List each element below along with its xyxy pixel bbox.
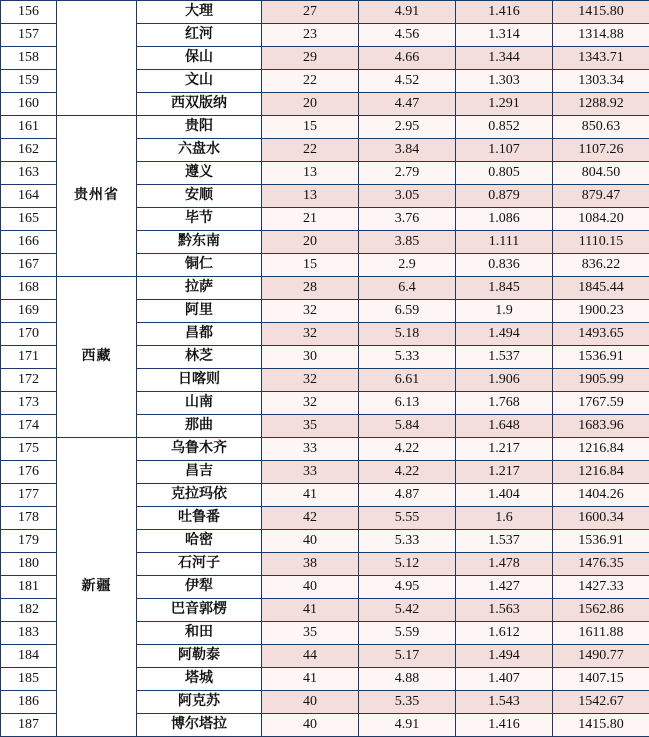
city-cell: 毕节 xyxy=(137,208,262,231)
value-cell-v2: 5.12 xyxy=(359,553,456,576)
value-cell-v1: 28 xyxy=(262,277,359,300)
city-cell: 哈密 xyxy=(137,530,262,553)
value-cell-v2: 6.59 xyxy=(359,300,456,323)
value-cell-v1: 21 xyxy=(262,208,359,231)
value-cell-v3: 1.494 xyxy=(456,323,553,346)
value-cell-v2: 2.9 xyxy=(359,254,456,277)
value-cell-v3: 1.404 xyxy=(456,484,553,507)
province-cell xyxy=(57,438,137,737)
row-index: 156 xyxy=(1,1,57,24)
value-cell-v3: 1.537 xyxy=(456,530,553,553)
city-cell: 塔城 xyxy=(137,668,262,691)
row-index: 175 xyxy=(1,438,57,461)
value-cell-v4: 1404.26 xyxy=(553,484,649,507)
value-cell-v1: 22 xyxy=(262,139,359,162)
row-index: 158 xyxy=(1,47,57,70)
value-cell-v3: 1.217 xyxy=(456,461,553,484)
value-cell-v4: 1415.80 xyxy=(553,1,649,24)
value-cell-v2: 5.42 xyxy=(359,599,456,622)
value-cell-v3: 1.217 xyxy=(456,438,553,461)
value-cell-v2: 6.4 xyxy=(359,277,456,300)
value-cell-v2: 4.88 xyxy=(359,668,456,691)
value-cell-v2: 5.17 xyxy=(359,645,456,668)
value-cell-v2: 4.91 xyxy=(359,714,456,737)
value-cell-v1: 32 xyxy=(262,392,359,415)
city-cell: 阿勒泰 xyxy=(137,645,262,668)
value-cell-v3: 1.9 xyxy=(456,300,553,323)
value-cell-v4: 1216.84 xyxy=(553,461,649,484)
value-cell-v1: 41 xyxy=(262,668,359,691)
value-cell-v3: 1.416 xyxy=(456,714,553,737)
value-cell-v4: 1110.15 xyxy=(553,231,649,254)
city-cell: 林芝 xyxy=(137,346,262,369)
value-cell-v3: 1.478 xyxy=(456,553,553,576)
value-cell-v4: 1536.91 xyxy=(553,346,649,369)
row-index: 178 xyxy=(1,507,57,530)
value-cell-v4: 1343.71 xyxy=(553,47,649,70)
value-cell-v4: 1562.86 xyxy=(553,599,649,622)
value-cell-v3: 0.836 xyxy=(456,254,553,277)
value-cell-v2: 4.87 xyxy=(359,484,456,507)
value-cell-v3: 1.648 xyxy=(456,415,553,438)
value-cell-v1: 35 xyxy=(262,622,359,645)
value-cell-v1: 15 xyxy=(262,116,359,139)
row-index: 163 xyxy=(1,162,57,185)
value-cell-v1: 23 xyxy=(262,24,359,47)
table-row xyxy=(1,1,649,24)
city-cell: 黔东南 xyxy=(137,231,262,254)
value-cell-v3: 1.111 xyxy=(456,231,553,254)
value-cell-v2: 5.33 xyxy=(359,530,456,553)
value-cell-v1: 33 xyxy=(262,461,359,484)
value-cell-v2: 4.52 xyxy=(359,70,456,93)
value-cell-v3: 1.314 xyxy=(456,24,553,47)
value-cell-v4: 804.50 xyxy=(553,162,649,185)
value-cell-v4: 1415.80 xyxy=(553,714,649,737)
value-cell-v2: 6.13 xyxy=(359,392,456,415)
city-cell: 铜仁 xyxy=(137,254,262,277)
row-index: 187 xyxy=(1,714,57,737)
province-cell xyxy=(57,277,137,438)
row-index: 168 xyxy=(1,277,57,300)
value-cell-v3: 1.107 xyxy=(456,139,553,162)
value-cell-v4: 1611.88 xyxy=(553,622,649,645)
table-row xyxy=(1,277,649,300)
value-cell-v3: 1.427 xyxy=(456,576,553,599)
value-cell-v3: 1.537 xyxy=(456,346,553,369)
city-cell: 伊犁 xyxy=(137,576,262,599)
row-index: 157 xyxy=(1,24,57,47)
row-index: 162 xyxy=(1,139,57,162)
value-cell-v1: 22 xyxy=(262,70,359,93)
row-index: 186 xyxy=(1,691,57,714)
value-cell-v3: 1.291 xyxy=(456,93,553,116)
value-cell-v4: 1900.23 xyxy=(553,300,649,323)
value-cell-v3: 1.563 xyxy=(456,599,553,622)
city-cell: 西双版纳 xyxy=(137,93,262,116)
value-cell-v4: 1905.99 xyxy=(553,369,649,392)
value-cell-v4: 1216.84 xyxy=(553,438,649,461)
value-cell-v3: 0.852 xyxy=(456,116,553,139)
value-cell-v3: 1.612 xyxy=(456,622,553,645)
city-cell: 阿里 xyxy=(137,300,262,323)
value-cell-v1: 27 xyxy=(262,1,359,24)
value-cell-v1: 33 xyxy=(262,438,359,461)
value-cell-v4: 1683.96 xyxy=(553,415,649,438)
city-cell: 吐鲁番 xyxy=(137,507,262,530)
value-cell-v2: 3.76 xyxy=(359,208,456,231)
value-cell-v4: 1288.92 xyxy=(553,93,649,116)
row-index: 182 xyxy=(1,599,57,622)
value-cell-v2: 5.33 xyxy=(359,346,456,369)
city-cell: 红河 xyxy=(137,24,262,47)
value-cell-v4: 1536.91 xyxy=(553,530,649,553)
city-cell: 博尔塔拉 xyxy=(137,714,262,737)
value-cell-v4: 1407.15 xyxy=(553,668,649,691)
value-cell-v2: 5.18 xyxy=(359,323,456,346)
value-cell-v1: 40 xyxy=(262,576,359,599)
row-index: 169 xyxy=(1,300,57,323)
value-cell-v4: 850.63 xyxy=(553,116,649,139)
row-index: 159 xyxy=(1,70,57,93)
city-cell: 山南 xyxy=(137,392,262,415)
value-cell-v2: 5.59 xyxy=(359,622,456,645)
value-cell-v1: 20 xyxy=(262,93,359,116)
table-row xyxy=(1,116,649,139)
value-cell-v3: 1.906 xyxy=(456,369,553,392)
value-cell-v2: 6.61 xyxy=(359,369,456,392)
value-cell-v4: 1107.26 xyxy=(553,139,649,162)
city-cell: 贵阳 xyxy=(137,116,262,139)
value-cell-v4: 1542.67 xyxy=(553,691,649,714)
city-cell: 保山 xyxy=(137,47,262,70)
value-cell-v1: 35 xyxy=(262,415,359,438)
city-cell: 克拉玛依 xyxy=(137,484,262,507)
city-cell: 和田 xyxy=(137,622,262,645)
row-index: 180 xyxy=(1,553,57,576)
row-index: 172 xyxy=(1,369,57,392)
province-cell xyxy=(57,1,137,116)
value-cell-v2: 4.95 xyxy=(359,576,456,599)
city-cell: 日喀则 xyxy=(137,369,262,392)
value-cell-v3: 1.303 xyxy=(456,70,553,93)
value-cell-v2: 4.22 xyxy=(359,461,456,484)
row-index: 173 xyxy=(1,392,57,415)
value-cell-v2: 4.22 xyxy=(359,438,456,461)
value-cell-v4: 1493.65 xyxy=(553,323,649,346)
row-index: 165 xyxy=(1,208,57,231)
value-cell-v4: 1314.88 xyxy=(553,24,649,47)
row-index: 167 xyxy=(1,254,57,277)
city-cell: 巴音郭楞 xyxy=(137,599,262,622)
value-cell-v2: 4.66 xyxy=(359,47,456,70)
value-cell-v1: 44 xyxy=(262,645,359,668)
value-cell-v2: 5.55 xyxy=(359,507,456,530)
value-cell-v4: 1600.34 xyxy=(553,507,649,530)
row-index: 160 xyxy=(1,93,57,116)
row-index: 181 xyxy=(1,576,57,599)
row-index: 184 xyxy=(1,645,57,668)
value-cell-v3: 1.768 xyxy=(456,392,553,415)
value-cell-v2: 3.84 xyxy=(359,139,456,162)
value-cell-v3: 0.879 xyxy=(456,185,553,208)
value-cell-v1: 13 xyxy=(262,162,359,185)
value-cell-v3: 1.543 xyxy=(456,691,553,714)
value-cell-v4: 1427.33 xyxy=(553,576,649,599)
city-cell: 昌吉 xyxy=(137,461,262,484)
city-cell: 昌都 xyxy=(137,323,262,346)
value-cell-v1: 30 xyxy=(262,346,359,369)
value-cell-v2: 4.91 xyxy=(359,1,456,24)
city-cell: 石河子 xyxy=(137,553,262,576)
value-cell-v1: 29 xyxy=(262,47,359,70)
row-index: 183 xyxy=(1,622,57,645)
value-cell-v1: 41 xyxy=(262,484,359,507)
value-cell-v1: 32 xyxy=(262,369,359,392)
value-cell-v3: 1.845 xyxy=(456,277,553,300)
value-cell-v3: 1.407 xyxy=(456,668,553,691)
row-index: 170 xyxy=(1,323,57,346)
value-cell-v1: 38 xyxy=(262,553,359,576)
city-cell: 六盘水 xyxy=(137,139,262,162)
value-cell-v1: 20 xyxy=(262,231,359,254)
value-cell-v2: 3.85 xyxy=(359,231,456,254)
value-cell-v3: 1.6 xyxy=(456,507,553,530)
province-label: 贵州省 xyxy=(57,188,136,204)
value-cell-v4: 1767.59 xyxy=(553,392,649,415)
city-cell: 大理 xyxy=(137,1,262,24)
value-cell-v4: 836.22 xyxy=(553,254,649,277)
value-cell-v3: 1.344 xyxy=(456,47,553,70)
row-index: 161 xyxy=(1,116,57,139)
province-label: 西藏 xyxy=(57,349,136,365)
city-cell: 乌鲁木齐 xyxy=(137,438,262,461)
table-row xyxy=(1,438,649,461)
row-index: 166 xyxy=(1,231,57,254)
value-cell-v4: 1490.77 xyxy=(553,645,649,668)
value-cell-v1: 15 xyxy=(262,254,359,277)
row-index: 164 xyxy=(1,185,57,208)
city-cell: 那曲 xyxy=(137,415,262,438)
value-cell-v4: 879.47 xyxy=(553,185,649,208)
row-index: 174 xyxy=(1,415,57,438)
value-cell-v1: 13 xyxy=(262,185,359,208)
value-cell-v2: 2.95 xyxy=(359,116,456,139)
value-cell-v2: 3.05 xyxy=(359,185,456,208)
value-cell-v4: 1476.35 xyxy=(553,553,649,576)
city-cell: 拉萨 xyxy=(137,277,262,300)
row-index: 176 xyxy=(1,461,57,484)
value-cell-v2: 2.79 xyxy=(359,162,456,185)
value-cell-v2: 4.47 xyxy=(359,93,456,116)
province-label: 新疆 xyxy=(57,579,136,595)
value-cell-v3: 1.086 xyxy=(456,208,553,231)
value-cell-v4: 1084.20 xyxy=(553,208,649,231)
city-cell: 文山 xyxy=(137,70,262,93)
value-cell-v1: 40 xyxy=(262,714,359,737)
value-cell-v1: 42 xyxy=(262,507,359,530)
value-cell-v4: 1303.34 xyxy=(553,70,649,93)
value-cell-v1: 40 xyxy=(262,530,359,553)
value-cell-v3: 0.805 xyxy=(456,162,553,185)
table-body xyxy=(1,1,649,737)
value-cell-v3: 1.494 xyxy=(456,645,553,668)
city-cell: 遵义 xyxy=(137,162,262,185)
row-index: 185 xyxy=(1,668,57,691)
row-index: 171 xyxy=(1,346,57,369)
row-index: 177 xyxy=(1,484,57,507)
value-cell-v2: 4.56 xyxy=(359,24,456,47)
value-cell-v1: 40 xyxy=(262,691,359,714)
value-cell-v2: 5.84 xyxy=(359,415,456,438)
city-cell: 安顺 xyxy=(137,185,262,208)
value-cell-v1: 32 xyxy=(262,300,359,323)
province-cell xyxy=(57,116,137,277)
city-cell: 阿克苏 xyxy=(137,691,262,714)
value-cell-v3: 1.416 xyxy=(456,1,553,24)
value-cell-v1: 41 xyxy=(262,599,359,622)
value-cell-v2: 5.35 xyxy=(359,691,456,714)
value-cell-v4: 1845.44 xyxy=(553,277,649,300)
row-index: 179 xyxy=(1,530,57,553)
value-cell-v1: 32 xyxy=(262,323,359,346)
